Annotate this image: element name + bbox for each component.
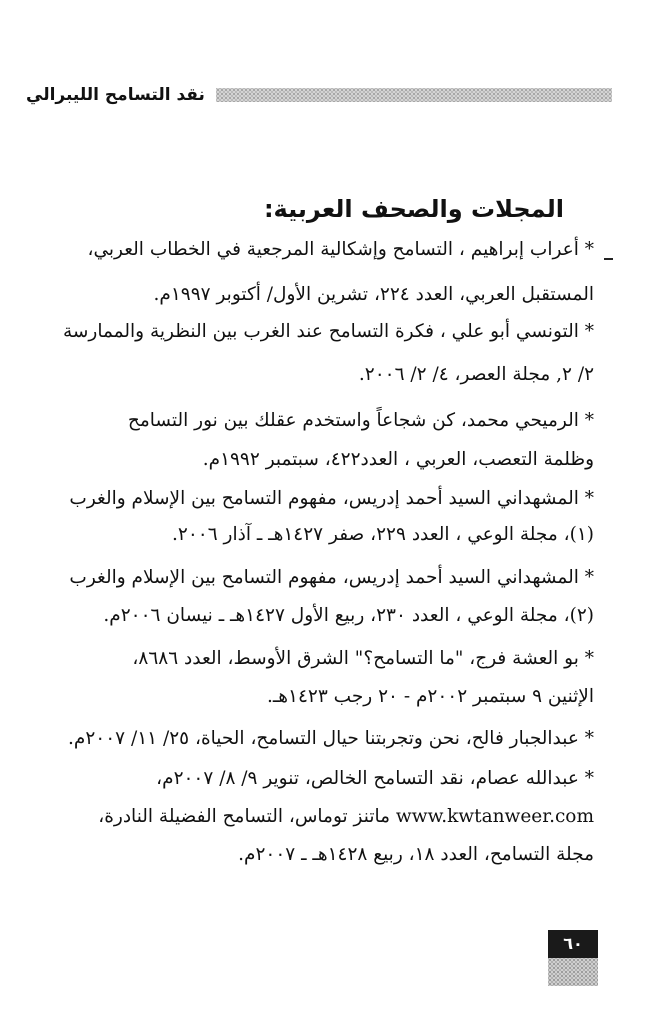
reference-line: * التونسي أبو علي ، فكرة التسامح عند الغرب بين النظرية والممارسة — [62, 321, 594, 342]
page-number-block — [548, 930, 598, 986]
header-decorative-band — [216, 88, 612, 102]
reference-line: * المشهداني السيد أحمد إدريس، مفهوم التسامح بين الإسلام والغرب — [69, 567, 594, 588]
reference-line: ٢/ ٢, مجلة العصر، ٤/ ٢/ ٢٠٠٦. — [358, 364, 594, 385]
page-number: ٦٠ — [548, 930, 598, 958]
reference-line: (١)، مجلة الوعي ، العدد ٢٢٩، صفر ١٤٢٧هـ ـ آذار ٢٠٠٦. — [172, 524, 594, 545]
reference-line: الإثنين ٩ سبتمبر ٢٠٠٢م - ٢٠ رجب ١٤٢٣هـ. — [266, 686, 594, 707]
margin-mark — [604, 258, 613, 260]
reference-line: مجلة التسامح، العدد ١٨، ربيع ١٤٢٨هـ ـ ٢٠٠٧م. — [238, 844, 594, 865]
running-header — [26, 82, 612, 108]
reference-line: * عبدالله عصام، نقد التسامح الخالص، تنوير ٩/ ٨/ ٢٠٠٧م، — [156, 768, 594, 789]
reference-line: * المشهداني السيد أحمد إدريس، مفهوم التسامح بين الإسلام والغرب — [69, 488, 594, 509]
reference-line: * الرميحي محمد، كن شجاعاً واستخدم عقلك بين نور التسامح — [127, 410, 594, 431]
reference-line: * بو العشة فرج، "ما التسامح؟" الشرق الأوسط، العدد ٨٦٨٦، — [132, 648, 594, 669]
reference-line: المستقبل العربي، العدد ٢٢٤، تشرين الأول/ أكتوبر ١٩٩٧م. — [153, 284, 594, 305]
section-heading: المجلات والصحف العربية: — [263, 195, 564, 223]
book-title: نقد التسامح الليبرالي — [26, 85, 205, 105]
reference-line: * أعراب إبراهيم ، التسامح وإشكالية المرجعية في الخطاب العربي، — [87, 239, 594, 260]
reference-line: وظلمة التعصب، العربي ، العدد٤٢٢، سبتمبر ١٩٩٢م. — [202, 449, 594, 470]
reference-line: www.kwtanweer.com ماتنز توماس، التسامح الفضيلة النادرة، — [98, 806, 594, 827]
reference-line: (٢)، مجلة الوعي ، العدد ٢٣٠، ربيع الأول ١٤٢٧هـ ـ نيسان ٢٠٠٦م. — [103, 605, 594, 626]
reference-line: * عبدالجبار فالح، نحن وتجربتنا حيال التسامح، الحياة، ٢٥/ ١١/ ٢٠٠٧م. — [68, 728, 594, 749]
